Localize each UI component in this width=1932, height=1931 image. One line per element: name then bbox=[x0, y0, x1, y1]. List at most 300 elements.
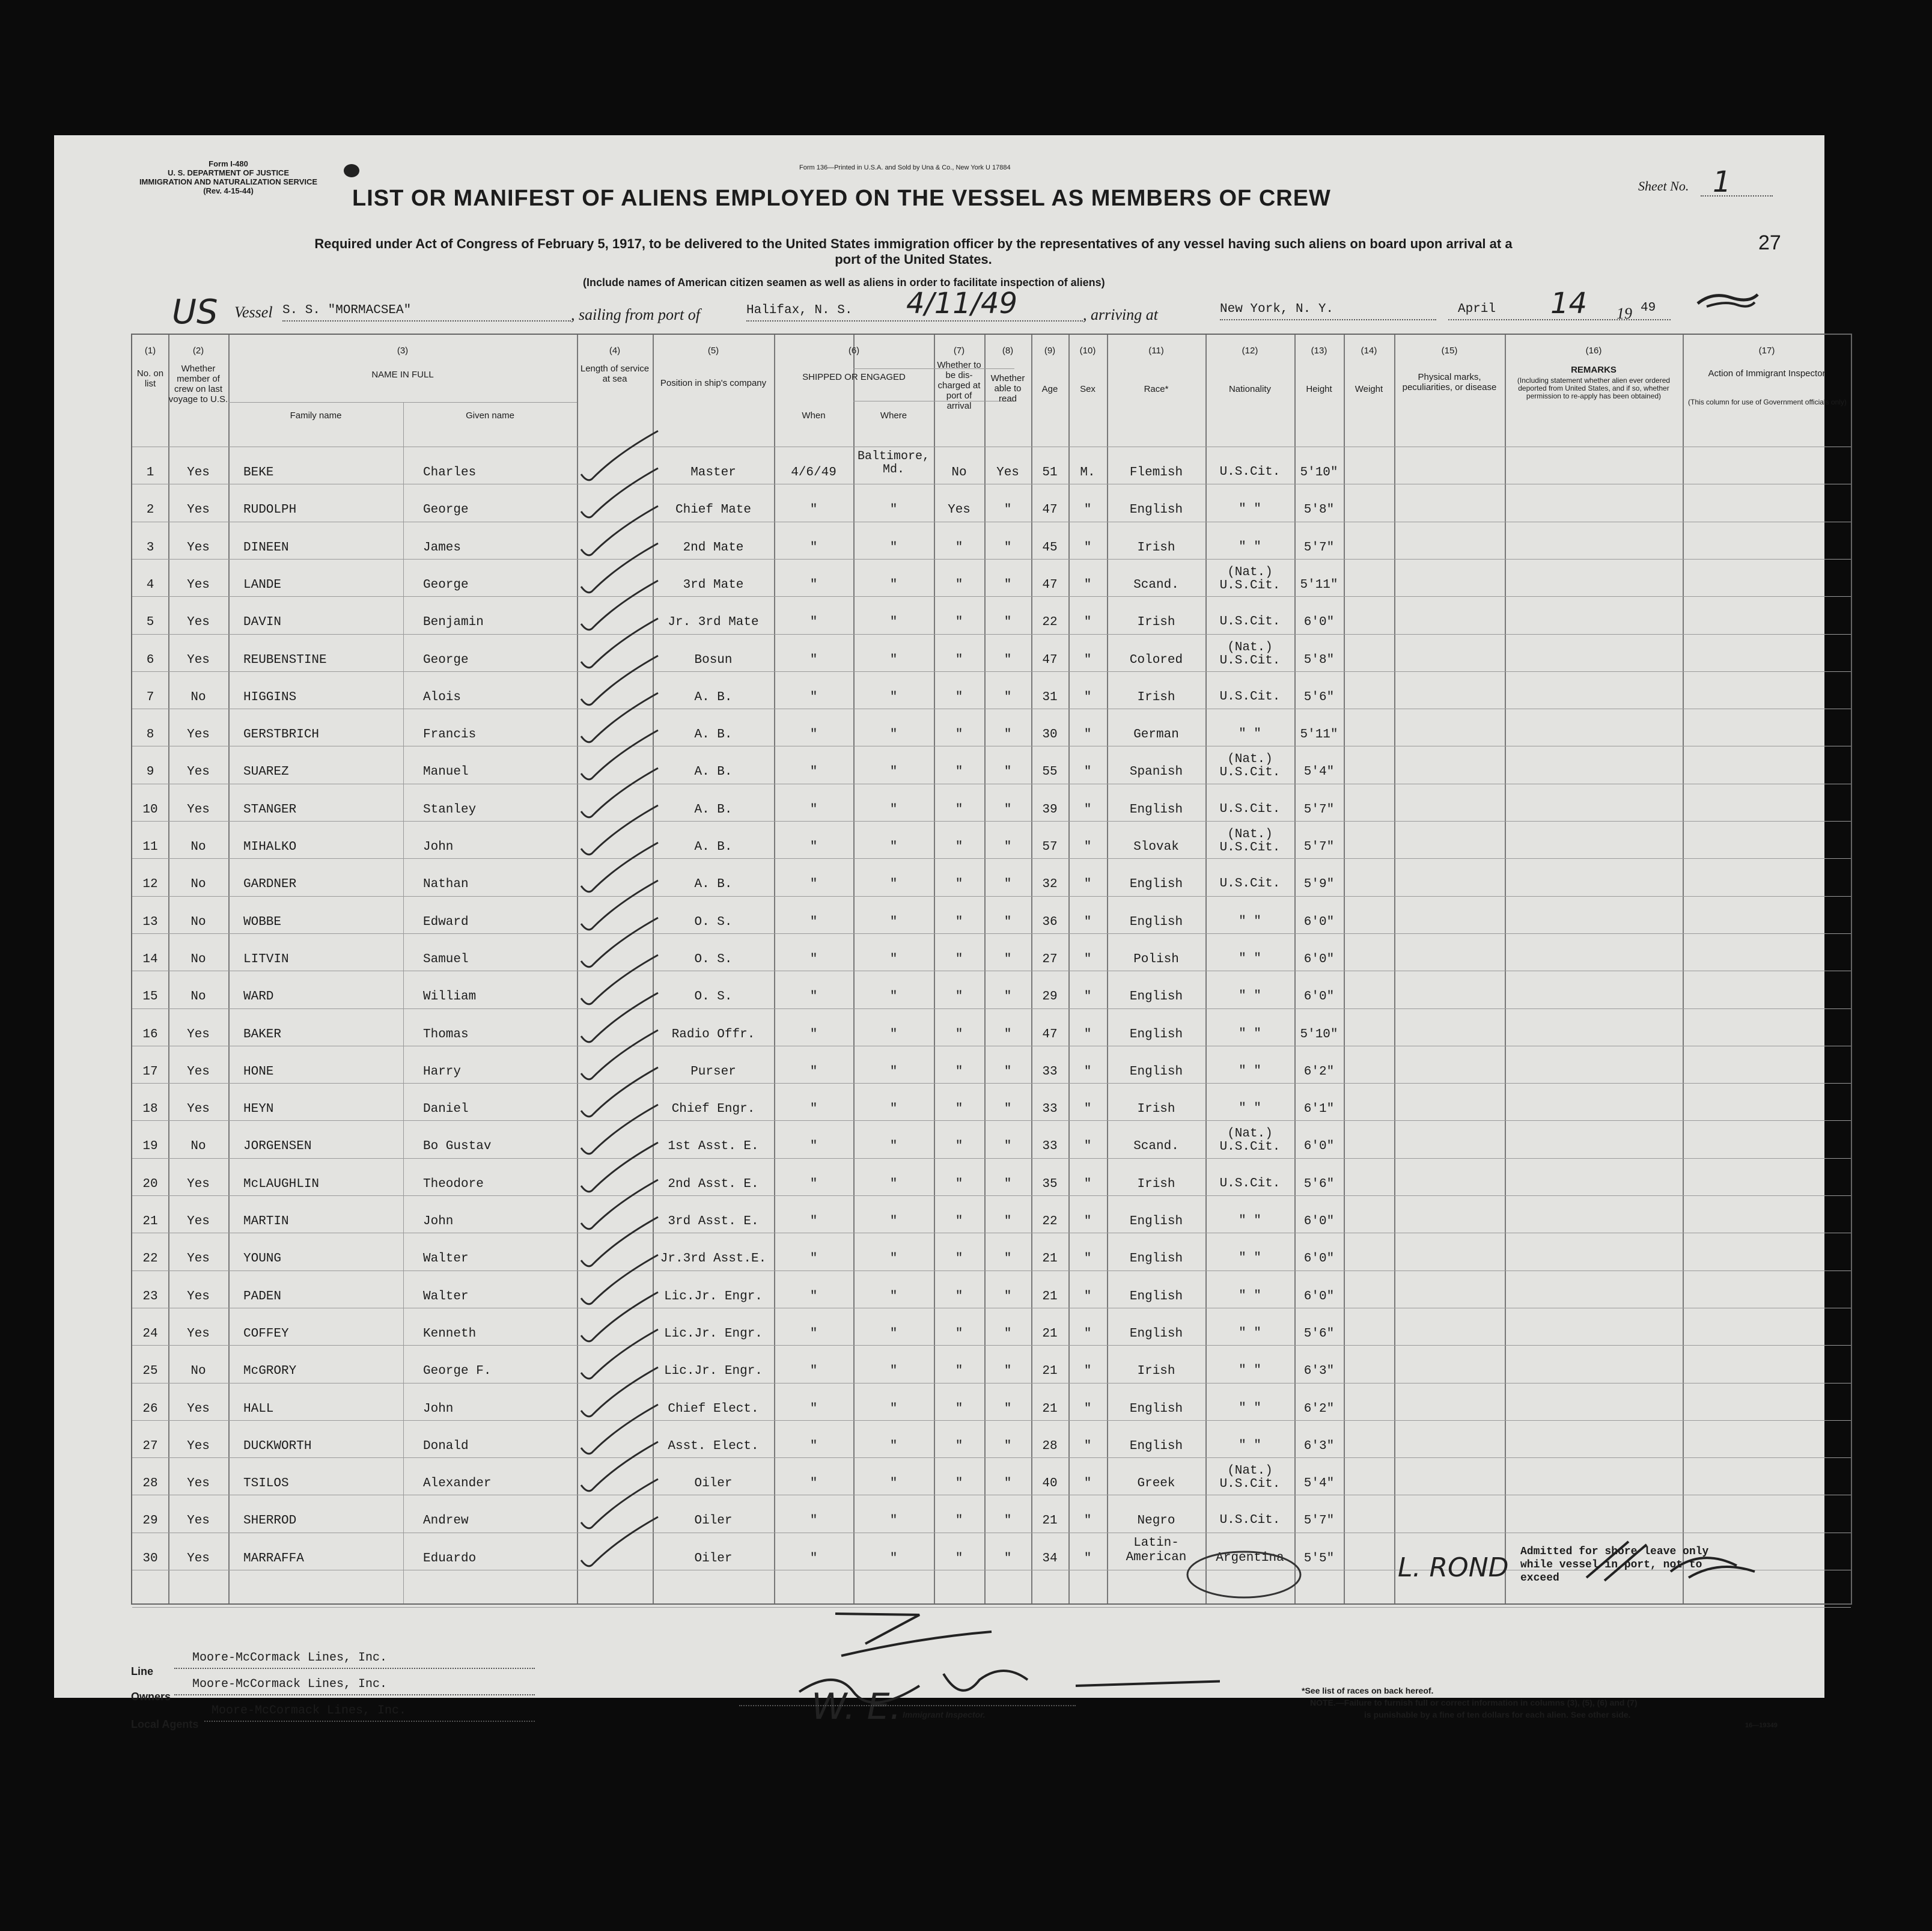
cell-member: No bbox=[190, 877, 206, 892]
header-remarks-note: (Including statement whether alien ever ordered deported from United States, and if so, whether permission to re-apply has been obtained) bbox=[1517, 376, 1671, 400]
cell-sex: " bbox=[1083, 802, 1092, 817]
cell-age: 28 bbox=[1042, 1439, 1058, 1453]
nationality-value: U.S.Cit. bbox=[1219, 841, 1281, 855]
cell-given-name: Benjamin bbox=[423, 615, 484, 630]
cell-no: 4 bbox=[146, 578, 154, 592]
table-row bbox=[132, 1497, 1851, 1534]
cell-race: English bbox=[1129, 1289, 1183, 1304]
cell-where: " bbox=[889, 1139, 898, 1154]
cell-sex: " bbox=[1083, 1514, 1092, 1528]
cell-family-name: DINEEN bbox=[243, 540, 289, 555]
cell-member: Yes bbox=[187, 802, 210, 817]
cell-nationality bbox=[1205, 1028, 1294, 1041]
stamp-line-3: exceed bbox=[1520, 1572, 1559, 1584]
cell-race: Spanish bbox=[1129, 765, 1183, 779]
cell-discharged: " bbox=[955, 1139, 963, 1154]
cell-nationality bbox=[1205, 466, 1294, 479]
header-shipped-engaged: SHIPPED OR ENGAGED bbox=[802, 372, 906, 382]
cell-able-to-read: " bbox=[1004, 728, 1012, 742]
cell-age: 21 bbox=[1042, 1326, 1058, 1341]
column-number: (5) bbox=[707, 346, 719, 356]
cell-discharged: " bbox=[955, 1551, 963, 1566]
header-age: Age bbox=[1041, 384, 1058, 394]
cell-height: 5'8" bbox=[1303, 503, 1335, 517]
cell-discharged: " bbox=[955, 1289, 963, 1304]
cell-no: 13 bbox=[142, 915, 158, 929]
nationality-value: " " bbox=[1239, 1326, 1261, 1340]
header-weight: Weight bbox=[1355, 384, 1383, 394]
cell-family-name: RUDOLPH bbox=[243, 503, 297, 517]
cell-height: 5'11" bbox=[1300, 728, 1338, 742]
cell-height: 5'10" bbox=[1300, 1027, 1338, 1042]
nationality-value: " " bbox=[1239, 989, 1261, 1004]
cell-position: 2nd Asst. E. bbox=[668, 1177, 759, 1191]
column-number: (4) bbox=[609, 346, 621, 356]
cell-member: Yes bbox=[187, 615, 210, 630]
cell-height: 6'3" bbox=[1303, 1439, 1335, 1453]
cell-discharged: " bbox=[955, 1177, 963, 1191]
cell-no: 8 bbox=[146, 728, 154, 742]
cell-discharged: " bbox=[955, 840, 963, 854]
cell-position: Bosun bbox=[694, 653, 733, 667]
cell-when: " bbox=[809, 952, 818, 966]
cell-sex: " bbox=[1083, 1064, 1092, 1079]
cell-discharged: " bbox=[955, 1027, 963, 1042]
cell-where: " bbox=[889, 990, 898, 1004]
cell-height: 5'7" bbox=[1303, 1514, 1335, 1528]
cell-nationality bbox=[1205, 541, 1294, 554]
cell-able-to-read: " bbox=[1004, 653, 1012, 667]
cell-age: 39 bbox=[1042, 802, 1058, 817]
cell-given-name: William bbox=[423, 990, 477, 1004]
cell-race: English bbox=[1129, 1439, 1183, 1453]
cell-position: A. B. bbox=[694, 690, 733, 704]
cell-height: 6'0" bbox=[1303, 1289, 1335, 1304]
header-sex: Sex bbox=[1080, 384, 1096, 394]
cell-where: " bbox=[889, 1551, 898, 1566]
table-row bbox=[132, 1460, 1851, 1497]
cell-when: " bbox=[809, 690, 818, 704]
nationality-value: " " bbox=[1239, 1214, 1261, 1228]
cell-race: Irish bbox=[1137, 1177, 1175, 1191]
arrival-date-line bbox=[1448, 319, 1671, 320]
cell-where: " bbox=[889, 765, 898, 779]
cell-discharged: " bbox=[955, 1439, 963, 1453]
cell-no: 9 bbox=[146, 765, 154, 779]
cell-height: 6'0" bbox=[1303, 990, 1335, 1004]
cell-sex: " bbox=[1083, 1289, 1092, 1304]
cell-position: Oiler bbox=[694, 1514, 733, 1528]
column-number: (15) bbox=[1441, 346, 1458, 356]
table-row bbox=[132, 449, 1851, 486]
header-length-of-service: Length of service at sea bbox=[580, 364, 650, 384]
naturalized-mark: (Nat.) bbox=[1227, 752, 1273, 767]
cell-no: 3 bbox=[146, 540, 154, 555]
cell-member: Yes bbox=[187, 1326, 210, 1341]
cell-when: " bbox=[809, 1027, 818, 1042]
cell-discharged: " bbox=[955, 540, 963, 555]
table-row bbox=[132, 1273, 1851, 1310]
vessel-prefix-handwritten: US bbox=[172, 293, 218, 332]
cell-age: 47 bbox=[1042, 653, 1058, 667]
cell-where: " bbox=[889, 915, 898, 929]
table-row bbox=[132, 1385, 1851, 1423]
cell-when: " bbox=[809, 915, 818, 929]
cell-nationality bbox=[1205, 1065, 1294, 1078]
column-number: (8) bbox=[1002, 346, 1014, 356]
cell-discharged: " bbox=[955, 990, 963, 1004]
cell-when: " bbox=[809, 1289, 818, 1304]
cell-able-to-read: " bbox=[1004, 915, 1012, 929]
cell-race: Flemish bbox=[1129, 466, 1183, 480]
cell-no: 22 bbox=[142, 1252, 158, 1266]
cell-given-name: Alexander bbox=[423, 1477, 492, 1491]
cell-given-name: Theodore bbox=[423, 1177, 484, 1191]
nationality-value: U.S.Cit. bbox=[1219, 578, 1281, 593]
cell-able-to-read: " bbox=[1004, 840, 1012, 854]
column-number: (13) bbox=[1311, 346, 1327, 356]
table-row bbox=[132, 636, 1851, 674]
cell-discharged: " bbox=[955, 1215, 963, 1228]
cell-discharged: " bbox=[955, 1326, 963, 1341]
cell-height: 5'6" bbox=[1303, 1326, 1335, 1341]
cell-when: " bbox=[809, 802, 818, 817]
cell-where: " bbox=[889, 877, 898, 892]
nationality-value: " " bbox=[1239, 951, 1261, 966]
cell-no: 6 bbox=[146, 653, 154, 667]
cell-nationality bbox=[1205, 1252, 1294, 1265]
cell-nationality bbox=[1205, 1364, 1294, 1377]
cell-given-name: James bbox=[423, 540, 462, 555]
cell-given-name: George F. bbox=[423, 1364, 492, 1379]
cell-where: " bbox=[889, 952, 898, 966]
header-able-to-read: Whether able to read bbox=[990, 373, 1025, 404]
requirement-line-1: Required under Act of Congress of February 5, 1917, to be delivered to the United States immigration officer by the representatives of any vessel having such aliens on board upon arrival at a bbox=[314, 236, 1513, 251]
naturalized-mark: (Nat.) bbox=[1227, 640, 1273, 654]
header-remarks: REMARKS bbox=[1571, 365, 1617, 375]
cell-race: English bbox=[1129, 503, 1183, 517]
line-label: Line bbox=[131, 1665, 154, 1677]
cell-nationality bbox=[1205, 803, 1294, 816]
table-row bbox=[132, 1123, 1851, 1160]
cell-member: Yes bbox=[187, 1102, 210, 1117]
cell-able-to-read: " bbox=[1004, 1402, 1012, 1416]
cell-position: Oiler bbox=[694, 1477, 733, 1491]
cell-family-name: REUBENSTINE bbox=[243, 653, 327, 667]
cell-when: " bbox=[809, 1064, 818, 1079]
header-position: Position in ship's company bbox=[660, 378, 767, 388]
inspector-signature-line bbox=[739, 1705, 1076, 1706]
cell-sex: " bbox=[1083, 540, 1092, 555]
cell-position: 3rd Mate bbox=[683, 578, 744, 592]
cell-able-to-read: Yes bbox=[996, 466, 1019, 480]
cell-height: 5'7" bbox=[1303, 802, 1335, 817]
cell-age: 33 bbox=[1042, 1102, 1058, 1117]
cell-able-to-read: " bbox=[1004, 952, 1012, 966]
cell-no: 29 bbox=[142, 1514, 158, 1528]
cell-member: Yes bbox=[187, 1477, 210, 1491]
cell-position: O. S. bbox=[694, 990, 733, 1004]
cell-discharged: " bbox=[955, 877, 963, 892]
cell-member: Yes bbox=[187, 466, 210, 480]
cell-able-to-read: " bbox=[1004, 1139, 1012, 1154]
inspector-label: Immigrant Inspector. bbox=[903, 1710, 986, 1719]
cell-discharged: " bbox=[955, 690, 963, 704]
cell-family-name: WARD bbox=[243, 990, 274, 1004]
cell-no: 14 bbox=[142, 952, 158, 966]
cell-when: " bbox=[809, 1477, 818, 1491]
cell-no: 1 bbox=[146, 466, 154, 480]
stamp-line-2: while vessel in port, not to bbox=[1520, 1559, 1702, 1571]
naturalized-mark: (Nat.) bbox=[1227, 1127, 1273, 1141]
cell-position: 1st Asst. E. bbox=[668, 1139, 759, 1154]
header-discharged: Whether to be dis-charged at port of arrival bbox=[937, 360, 981, 411]
cell-no: 5 bbox=[146, 615, 154, 630]
column-number: (3) bbox=[397, 346, 409, 356]
sheet-number-line bbox=[1701, 195, 1773, 197]
cell-able-to-read: " bbox=[1004, 690, 1012, 704]
cell-no: 26 bbox=[142, 1402, 158, 1416]
cell-member: Yes bbox=[187, 1551, 210, 1566]
cell-nationality bbox=[1205, 915, 1294, 929]
table-row bbox=[132, 898, 1851, 936]
cell-sex: " bbox=[1083, 952, 1092, 966]
form-code: 16—19349 bbox=[1745, 1722, 1778, 1729]
cell-given-name: George bbox=[423, 653, 469, 667]
cell-able-to-read: " bbox=[1004, 540, 1012, 555]
nationality-value: Argentina bbox=[1216, 1551, 1284, 1565]
cell-given-name: Eduardo bbox=[423, 1551, 477, 1566]
cell-family-name: COFFEY bbox=[243, 1326, 289, 1341]
cell-where: " bbox=[889, 1439, 898, 1453]
cell-discharged: " bbox=[955, 728, 963, 742]
cell-position: 2nd Mate bbox=[683, 540, 744, 555]
cell-nationality bbox=[1205, 953, 1294, 966]
cell-discharged: " bbox=[955, 653, 963, 667]
cell-race: English bbox=[1129, 1064, 1183, 1079]
cell-age: 47 bbox=[1042, 503, 1058, 517]
header-action: Action of Immigrant Inspector bbox=[1708, 368, 1826, 379]
cell-race: Scand. bbox=[1133, 1139, 1179, 1154]
cell-height: 5'4" bbox=[1303, 1477, 1335, 1491]
cell-age: 34 bbox=[1042, 1551, 1058, 1566]
cell-no: 27 bbox=[142, 1439, 158, 1453]
handwritten-name: L. ROND bbox=[1398, 1552, 1509, 1583]
cell-given-name: Francis bbox=[423, 728, 477, 742]
cell-member: Yes bbox=[187, 1027, 210, 1042]
cell-where: " bbox=[889, 1514, 898, 1528]
cell-discharged: " bbox=[955, 1064, 963, 1079]
cell-given-name: George bbox=[423, 578, 469, 592]
cell-position: Lic.Jr. Engr. bbox=[664, 1289, 763, 1304]
revision-date: (Rev. 4-15-44) bbox=[203, 186, 254, 195]
cell-nationality bbox=[1205, 753, 1294, 779]
cell-able-to-read: " bbox=[1004, 1326, 1012, 1341]
cell-age: 21 bbox=[1042, 1289, 1058, 1304]
column-number: (14) bbox=[1361, 346, 1377, 356]
cell-position: A. B. bbox=[694, 877, 733, 892]
header-given-name: Given name bbox=[466, 410, 514, 421]
cell-where: " bbox=[889, 1027, 898, 1042]
cell-race: Slovak bbox=[1133, 840, 1179, 854]
cell-nationality bbox=[1205, 1290, 1294, 1303]
nationality-value: " " bbox=[1239, 540, 1261, 554]
cell-age: 45 bbox=[1042, 540, 1058, 555]
cell-where: " bbox=[889, 1364, 898, 1379]
cell-member: Yes bbox=[187, 1215, 210, 1228]
cell-where: " bbox=[889, 1064, 898, 1079]
cell-race: Greek bbox=[1137, 1477, 1175, 1491]
naturalized-mark: (Nat.) bbox=[1227, 1464, 1273, 1478]
nationality-value: U.S.Cit. bbox=[1219, 689, 1281, 704]
cell-no: 12 bbox=[142, 877, 158, 892]
table-row bbox=[132, 973, 1851, 1010]
cell-given-name: Bo Gustav bbox=[423, 1139, 492, 1154]
cell-race: English bbox=[1129, 990, 1183, 1004]
cell-able-to-read: " bbox=[1004, 877, 1012, 892]
cell-where: " bbox=[889, 1215, 898, 1228]
cell-height: 6'2" bbox=[1303, 1402, 1335, 1416]
cell-able-to-read: " bbox=[1004, 1514, 1012, 1528]
cell-able-to-read: " bbox=[1004, 802, 1012, 817]
cell-able-to-read: " bbox=[1004, 1477, 1012, 1491]
cell-discharged: No bbox=[951, 466, 967, 480]
column-number: (12) bbox=[1242, 346, 1258, 356]
agents-label: Local Agents bbox=[131, 1718, 199, 1730]
cell-race: English bbox=[1129, 1027, 1183, 1042]
cell-able-to-read: " bbox=[1004, 1439, 1012, 1453]
arriving-label: , arriving at bbox=[1083, 306, 1158, 323]
printer-note: Form 136—Printed in U.S.A. and Sold by Una & Co., New York U 17884 bbox=[799, 164, 1011, 171]
cell-height: 6'0" bbox=[1303, 915, 1335, 929]
cell-member: No bbox=[190, 990, 206, 1004]
cell-given-name: Stanley bbox=[423, 802, 477, 817]
cell-height: 5'10" bbox=[1300, 466, 1338, 480]
cell-member: No bbox=[190, 1364, 206, 1379]
nationality-value: U.S.Cit. bbox=[1219, 465, 1281, 479]
cell-age: 33 bbox=[1042, 1064, 1058, 1079]
column-number: (11) bbox=[1148, 346, 1164, 356]
cell-sex: " bbox=[1083, 765, 1092, 779]
nationality-value: U.S.Cit. bbox=[1219, 615, 1281, 629]
cell-sex: " bbox=[1083, 1252, 1092, 1266]
cell-given-name: Walter bbox=[423, 1252, 469, 1266]
cell-family-name: MARTIN bbox=[243, 1215, 289, 1228]
column-number: (1) bbox=[144, 346, 156, 356]
cell-when: " bbox=[809, 728, 818, 742]
cell-when: " bbox=[809, 1364, 818, 1379]
cell-member: Yes bbox=[187, 1252, 210, 1266]
cell-able-to-read: " bbox=[1004, 1289, 1012, 1304]
cell-family-name: DUCKWORTH bbox=[243, 1439, 312, 1453]
cell-sex: " bbox=[1083, 1215, 1092, 1228]
cell-race: English bbox=[1129, 915, 1183, 929]
table-row bbox=[132, 1161, 1851, 1198]
cell-race: Irish bbox=[1137, 615, 1175, 630]
cell-able-to-read: " bbox=[1004, 503, 1012, 517]
cell-family-name: YOUNG bbox=[243, 1252, 282, 1266]
cell-sex: " bbox=[1083, 1326, 1092, 1341]
cell-height: 5'8" bbox=[1303, 653, 1335, 667]
nationality-value: " " bbox=[1239, 1289, 1261, 1303]
cell-nationality bbox=[1205, 1465, 1294, 1491]
cell-when: " bbox=[809, 1326, 818, 1341]
header-when: When bbox=[802, 410, 826, 421]
cell-position: O. S. bbox=[694, 952, 733, 966]
cell-family-name: TSILOS bbox=[243, 1477, 289, 1491]
cell-sex: " bbox=[1083, 1102, 1092, 1117]
cell-sex: " bbox=[1083, 1364, 1092, 1379]
nationality-value: U.S.Cit. bbox=[1219, 1176, 1281, 1191]
cell-nationality bbox=[1205, 1439, 1294, 1453]
cell-sex: " bbox=[1083, 1177, 1092, 1191]
sailing-date-handwritten: 4/11/49 bbox=[906, 287, 1018, 320]
cell-where: " bbox=[889, 615, 898, 630]
table-row bbox=[132, 1347, 1851, 1385]
cell-discharged: " bbox=[955, 578, 963, 592]
cell-when: " bbox=[809, 1215, 818, 1228]
cell-given-name: John bbox=[423, 840, 454, 854]
cell-height: 5'11" bbox=[1300, 578, 1338, 592]
column-number: (16) bbox=[1585, 346, 1602, 356]
table-row bbox=[132, 674, 1851, 711]
cell-sex: " bbox=[1083, 840, 1092, 854]
cell-position: A. B. bbox=[694, 728, 733, 742]
table-row bbox=[132, 823, 1851, 861]
cell-discharged: " bbox=[955, 915, 963, 929]
table-row bbox=[132, 748, 1851, 786]
agents-underline bbox=[204, 1721, 535, 1722]
cell-where: " bbox=[889, 728, 898, 742]
cell-sex: " bbox=[1083, 1439, 1092, 1453]
cell-when: " bbox=[809, 578, 818, 592]
form-number: Form I-480 bbox=[209, 159, 248, 168]
cell-sex: " bbox=[1083, 578, 1092, 592]
cell-height: 5'7" bbox=[1303, 540, 1335, 555]
cell-race: English bbox=[1129, 1402, 1183, 1416]
cell-where: " bbox=[889, 690, 898, 704]
cell-given-name: Donald bbox=[423, 1439, 469, 1453]
table-row bbox=[132, 1310, 1851, 1347]
header-height: Height bbox=[1306, 384, 1332, 394]
cell-age: 36 bbox=[1042, 915, 1058, 929]
cell-sex: " bbox=[1083, 1551, 1092, 1566]
cell-where: " bbox=[889, 540, 898, 555]
cell-nationality bbox=[1205, 1177, 1294, 1191]
cell-height: 5'4" bbox=[1303, 765, 1335, 779]
cell-no: 18 bbox=[142, 1102, 158, 1117]
table-row bbox=[132, 1235, 1851, 1272]
cell-member: Yes bbox=[187, 1402, 210, 1416]
cell-position: Oiler bbox=[694, 1551, 733, 1566]
cell-where: " bbox=[889, 840, 898, 854]
cell-sex: " bbox=[1083, 503, 1092, 517]
cell-sex: " bbox=[1083, 728, 1092, 742]
column-number: (17) bbox=[1758, 346, 1775, 356]
cell-race: English bbox=[1129, 1215, 1183, 1228]
cell-where: " bbox=[889, 1326, 898, 1341]
column-number: (9) bbox=[1044, 346, 1056, 356]
cell-able-to-read: " bbox=[1004, 1551, 1012, 1566]
cell-age: 51 bbox=[1042, 466, 1058, 480]
naturalized-mark: (Nat.) bbox=[1227, 828, 1273, 841]
column-number: (6) bbox=[848, 346, 860, 356]
cell-sex: " bbox=[1083, 653, 1092, 667]
cell-given-name: Edward bbox=[423, 915, 469, 929]
cell-no: 16 bbox=[142, 1027, 158, 1042]
cell-member: No bbox=[190, 840, 206, 854]
cell-when: " bbox=[809, 1514, 818, 1528]
